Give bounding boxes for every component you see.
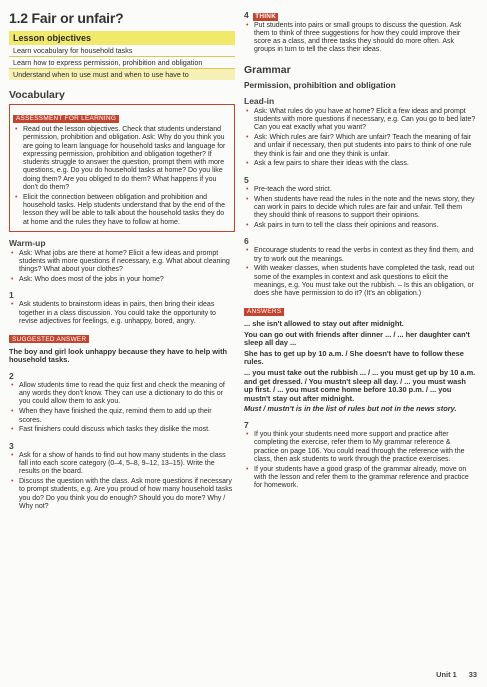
list-item: • Pre-teach the word strict. [254,186,476,194]
list-item: • With weaker classes, when students have completed the task, read out some of the examples in context and ask questions to elicit the meanings, e.g. You must take out the rubbish. – Is this an obligation, or does she have permission to do it? (It's an obligation.) [254,265,476,298]
section-number: 1 [9,290,14,301]
think-tag: THINK [255,13,277,20]
list-item: • Ask for a show of hands to find out how many students in the class fall into each score category (0–4, 5–8, 9–12, 13–15). Write the results on the board. [19,452,235,477]
page-number: 33 [468,670,477,679]
section-7-list [244,431,476,491]
objective-line: Learn how to express permission, prohibition and obligation [9,57,235,69]
section-2-list [9,382,235,435]
list-item: • Discuss the question with the class. Ask more questions if necessary to prompt students, e.g. Are you proud of how many household tasks you do? Do you think you do enough? Should you do more? Why / Why not? [19,478,235,511]
answer-line: Must / mustn't is in the list of rules but not in the news story. [244,404,457,414]
section-number: 2 [9,370,14,381]
answer-line: ... she isn't allowed to stay out after midnight. [244,319,404,329]
list-item: • When they have finished the quiz, remind them to add up their scores. [19,408,235,425]
list-item: • Ask a few pairs to share their ideas with the class. [254,160,476,168]
unit-label: Unit 1 [436,670,457,679]
objective-line: Understand when to use must and when to use have to [9,69,235,80]
section-number: 6 [244,236,249,247]
page-title: 1.2 Fair or unfair? [9,10,124,26]
section-number: 3 [9,440,14,451]
list-item: • When students have read the rules in the note and the news story, they can work in pairs to decide which rules are fair and unfair. Tell them they should think of reasons to support their opinions. [254,196,476,221]
assessment-list [13,126,231,227]
suggested-answer-text: The boy and girl look unhappy because they have to help with household tasks. [9,346,228,365]
answer-line: You can go out with friends after dinner ... / ... her daughter can't sleep all day ... [244,329,470,348]
warmup-heading: Warm-up [9,237,46,248]
list-item: • Put students into pairs or small groups to discuss the question. Ask them to think of three suggestions for how they could improve their score as a class, and three tasks they should do more often. Ask groups in turn to tell the class their ideas. [254,22,476,55]
warmup-list [9,250,235,285]
list-item: • Read out the lesson objectives. Check that students understand permission, prohibition and obligation. Ask: Why do you think you are going to learn language for household tasks and language for expressing permission, prohibition and obligation together? If students struggle to answer the question, prompt them with more questions, e.g. Do you do household tasks at home? Do you like doing them? Are you obliged to do them? What happens if you don't do them? [23,126,231,192]
section-number: 4 [244,10,249,20]
assessment-tag: ASSESSMENT FOR LEARNING [13,115,119,123]
grammar-subheading: Permission, prohibition and obligation [244,79,396,90]
list-item: • If you think your students need more support and practice after completing the exercise, refer them to My grammar reference & practice on page 106. You could read through the reference with the class, then ask students to work through the practice exercises. [254,431,476,464]
suggested-answer-tag: SUGGESTED ANSWER [9,335,89,343]
assessment-box [9,104,235,232]
answers-tag: ANSWERS [244,308,284,316]
list-item: • Elicit the connection between obligation and prohibition and household tasks. Help students understand that by the end of the lesson they will be able to talk about the household tasks they do at home and the rules they have to follow at home. [23,194,231,227]
list-item: • Ask: Who does most of the jobs in your home? [19,276,235,284]
list-item: • If your students have a good grasp of the grammar already, move on with the lesson and refer them to the grammar reference and practice for homework. [254,466,476,491]
objective-line: Learn vocabulary for household tasks [9,45,235,57]
list-item: • Allow students time to read the quiz first and check the meaning of any words they don't know. They can use a dictionary to do this or you could allow them to ask you. [19,382,235,407]
section-3-list [9,452,235,512]
grammar-heading: Grammar [244,63,291,76]
page-footer [426,670,477,679]
section-number: 7 [244,419,249,430]
list-item: • Ask: What rules do you have at home? Elicit a few ideas and prompt students with more questions if necessary, e.g. Can you go to bed late? Can you eat exactly what you want? [254,108,476,133]
list-item: • Ask: What jobs are there at home? Elicit a few ideas and prompt students with more questions if necessary, e.g. What about cleaning things? What about your clothes? [19,250,235,275]
leadin-heading: Lead-in [244,95,275,106]
section-5-list [244,186,476,230]
section-number: 5 [244,174,249,185]
list-item: • Ask: Which rules are fair? Which are unfair? Teach the meaning of fair and unfair if necessary, then put students into pairs to think of one rule they think is fair and one they think is unfair. [254,134,476,159]
leadin-list [244,108,476,169]
answer-line: ... you must take out the rubbish ... / ... you must get up by 10 a.m. and get dressed. / You mustn't sleep all day. / ... you must wash up first. / ... you must come home before 10.30 p.m. / ... you mustn't stay out after midnight. [244,368,476,403]
list-item: • Encourage students to read the verbs in context as they find them, and try to work out the meanings. [254,247,476,264]
list-item: • Ask students to brainstorm ideas in pairs, then bring their ideas together in a class discussion. You could take the opportunity to revise adjectives for feelings, e.g. unhappy, bored, angry. [19,301,235,326]
section-1-list [9,301,235,326]
objectives-heading: Lesson objectives [9,31,235,45]
right-column [244,10,476,492]
section-6-list [244,247,476,298]
vocabulary-heading: Vocabulary [9,89,65,101]
section-4-list [244,22,476,55]
list-item: • Ask pairs in turn to tell the class their opinions and reasons. [254,222,476,230]
lesson-objectives-box [9,31,235,80]
answer-line: She has to get up by 10 a.m. / She doesn't have to follow these rules. [244,348,464,367]
left-column [9,10,235,513]
section-4-header [244,10,476,21]
list-item: • Fast finishers could discuss which tasks they dislike the most. [19,426,235,434]
